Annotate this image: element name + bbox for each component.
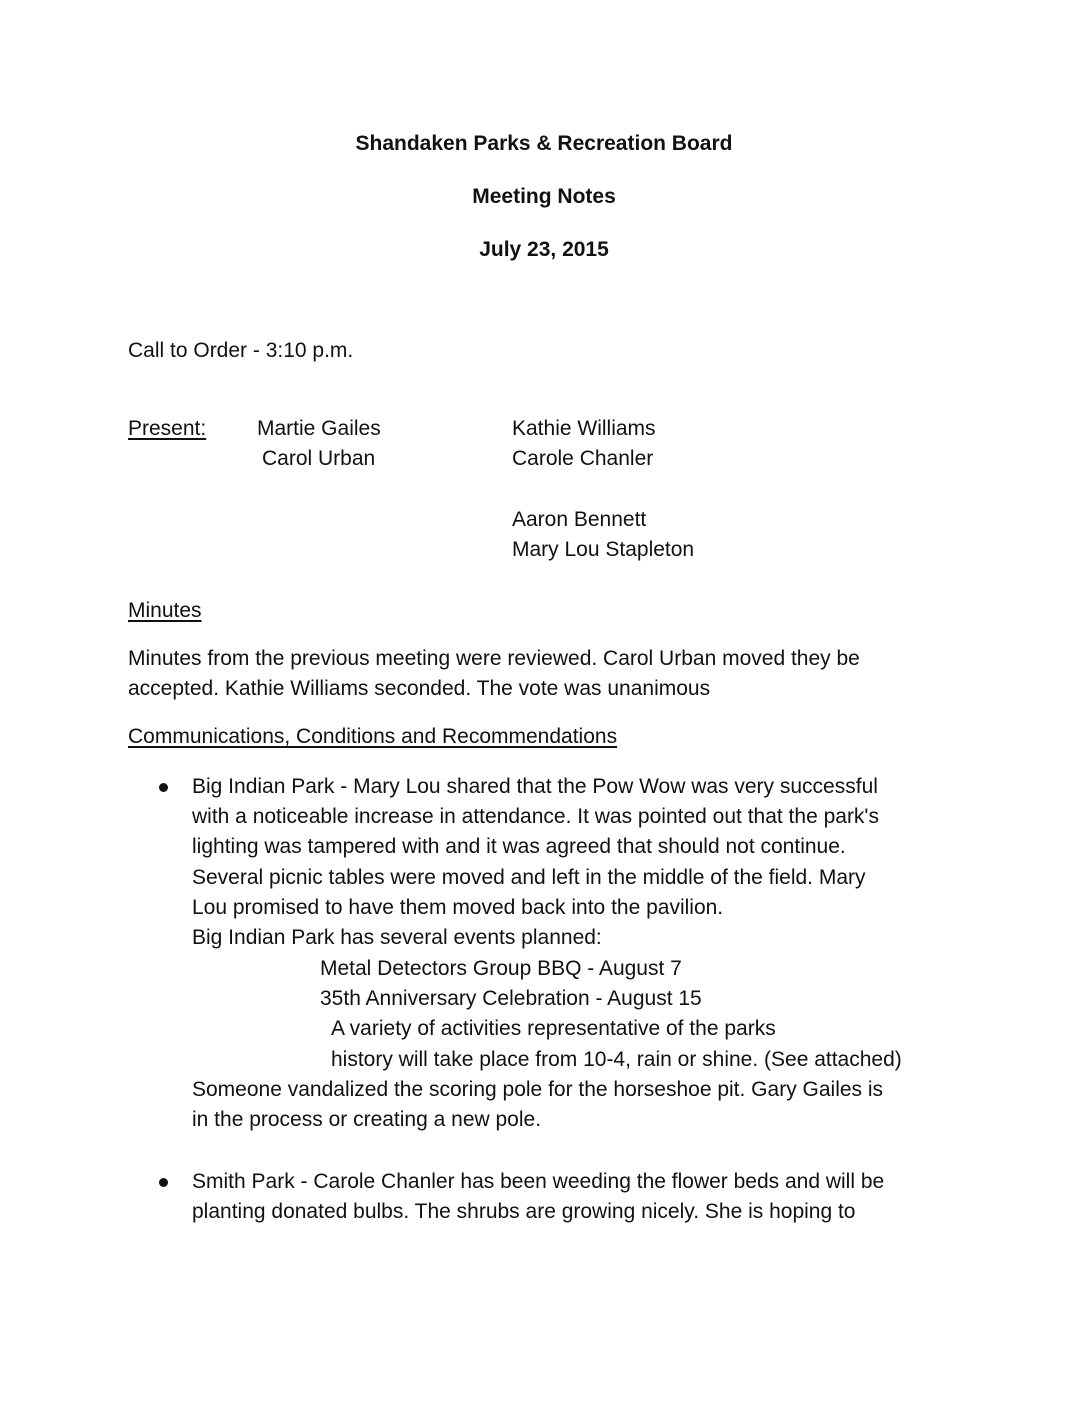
meeting-date: July 23, 2015 — [479, 238, 609, 261]
big-indian-line: Big Indian Park - Mary Lou shared that the Pow Wow was very successful — [192, 775, 878, 798]
big-indian-line: Lou promised to have them moved back into the pavilion. — [192, 896, 724, 919]
big-indian-line: Big Indian Park has several events planned: — [192, 926, 602, 949]
smith-park-line: Smith Park - Carole Chanler has been weeding the flower beds and will be — [192, 1170, 885, 1193]
big-indian-line: Someone vandalized the scoring pole for the horseshoe pit. Gary Gailes is — [192, 1078, 884, 1101]
attendee: Kathie Williams — [512, 417, 656, 440]
attendee: Carol Urban — [262, 447, 376, 470]
minutes-heading: Minutes — [128, 599, 202, 622]
call-to-order: Call to Order - 3:10 p.m. — [128, 339, 354, 362]
big-indian-line: Several picnic tables were moved and left in the middle of the field. Mary — [192, 866, 866, 889]
event-item: 35th Anniversary Celebration - August 15 — [320, 987, 702, 1010]
attendee: Mary Lou Stapleton — [512, 538, 695, 561]
attendee: Carole Chanler — [512, 447, 654, 470]
big-indian-line: in the process or creating a new pole. — [192, 1108, 542, 1131]
minutes-line: Minutes from the previous meeting were reviewed. Carol Urban moved they be — [128, 647, 860, 670]
bullet-icon — [159, 1178, 168, 1187]
minutes-line: accepted. Kathie Williams seconded. The vote was unanimous — [128, 677, 711, 700]
org-title: Shandaken Parks & Recreation Board — [355, 132, 733, 155]
present-label: Present: — [128, 417, 207, 440]
attendee: Aaron Bennett — [512, 508, 647, 531]
communications-heading: Communications, Conditions and Recommendations — [128, 725, 618, 748]
event-detail: history will take place from 10-4, rain or shine. (See attached) — [331, 1048, 902, 1071]
big-indian-line: lighting was tampered with and it was agreed that should not continue. — [192, 835, 846, 858]
doc-type-title: Meeting Notes — [472, 185, 616, 208]
bullet-icon — [159, 783, 168, 792]
attendee: Martie Gailes — [257, 417, 381, 440]
event-item: Metal Detectors Group BBQ - August 7 — [320, 957, 682, 980]
big-indian-line: with a noticeable increase in attendance. It was pointed out that the park's — [192, 805, 879, 828]
event-detail: A variety of activities representative of the parks — [331, 1017, 776, 1040]
smith-park-line: planting donated bulbs. The shrubs are growing nicely. She is hoping to — [192, 1200, 856, 1223]
